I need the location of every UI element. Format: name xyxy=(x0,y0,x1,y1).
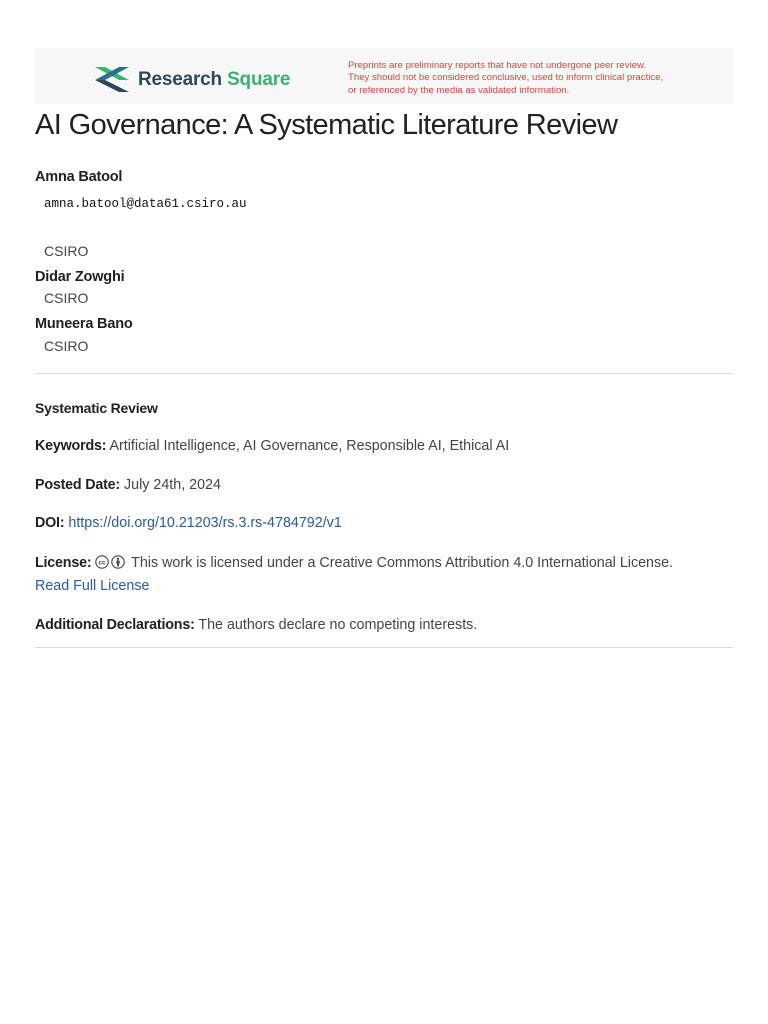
license-row xyxy=(35,555,735,571)
author-name: Didar Zowghi xyxy=(35,269,125,285)
by-icon[interactable] xyxy=(111,555,125,569)
logo-word-square: Square xyxy=(227,68,291,90)
research-square-logo[interactable] xyxy=(93,64,290,94)
paper-title: AI Governance: A Systematic Literature Review xyxy=(35,109,618,141)
author-affiliation: CSIRO xyxy=(44,243,89,259)
doi-link[interactable]: https://doi.org/10.21203/rs.3.rs-4784792/v1 xyxy=(68,515,342,531)
additional-declarations-row xyxy=(35,617,735,633)
research-square-logo-icon xyxy=(93,64,131,94)
posted-date-label: Posted Date: xyxy=(35,477,120,493)
disclaimer-line: or referenced by the media as validated information. xyxy=(348,84,570,96)
read-full-license-link[interactable]: Read Full License xyxy=(35,578,150,594)
logo-wordmark xyxy=(138,70,290,89)
keywords-value: Artificial Intelligence, AI Governance, Responsible AI, Ethical AI xyxy=(109,438,510,454)
license-label: License: xyxy=(35,555,92,571)
cc-icon[interactable] xyxy=(95,555,109,569)
divider xyxy=(35,373,733,374)
author-affiliation: CSIRO xyxy=(44,338,89,354)
doi-row xyxy=(35,515,735,531)
author-name: Amna Batool xyxy=(35,169,123,185)
disclaimer-line: They should not be considered conclusive, used to inform clinical practice, xyxy=(348,72,664,84)
keywords-row xyxy=(35,438,735,454)
logo-word-research: Research xyxy=(138,68,222,90)
svg-text:cc: cc xyxy=(98,559,106,567)
author-affiliation: CSIRO xyxy=(44,290,89,306)
posted-date-row xyxy=(35,477,735,493)
author-name: Muneera Bano xyxy=(35,316,133,332)
posted-date-value: July 24th, 2024 xyxy=(123,477,221,493)
divider xyxy=(35,647,733,648)
additional-declarations-label: Additional Declarations: xyxy=(35,617,195,633)
additional-declarations-value: The authors declare no competing interests. xyxy=(198,617,478,633)
preprint-banner xyxy=(35,48,733,104)
author-email[interactable]: amna.batool@data61.csiro.au xyxy=(44,197,247,211)
disclaimer-line: Preprints are preliminary reports that have not undergone peer review. xyxy=(348,60,647,71)
license-text: This work is licensed under a Creative Commons Attribution 4.0 International License. xyxy=(131,555,674,571)
article-type: Systematic Review xyxy=(35,400,158,416)
keywords-label: Keywords: xyxy=(35,438,107,454)
doi-label: DOI: xyxy=(35,515,65,531)
preprint-disclaimer xyxy=(348,60,708,97)
